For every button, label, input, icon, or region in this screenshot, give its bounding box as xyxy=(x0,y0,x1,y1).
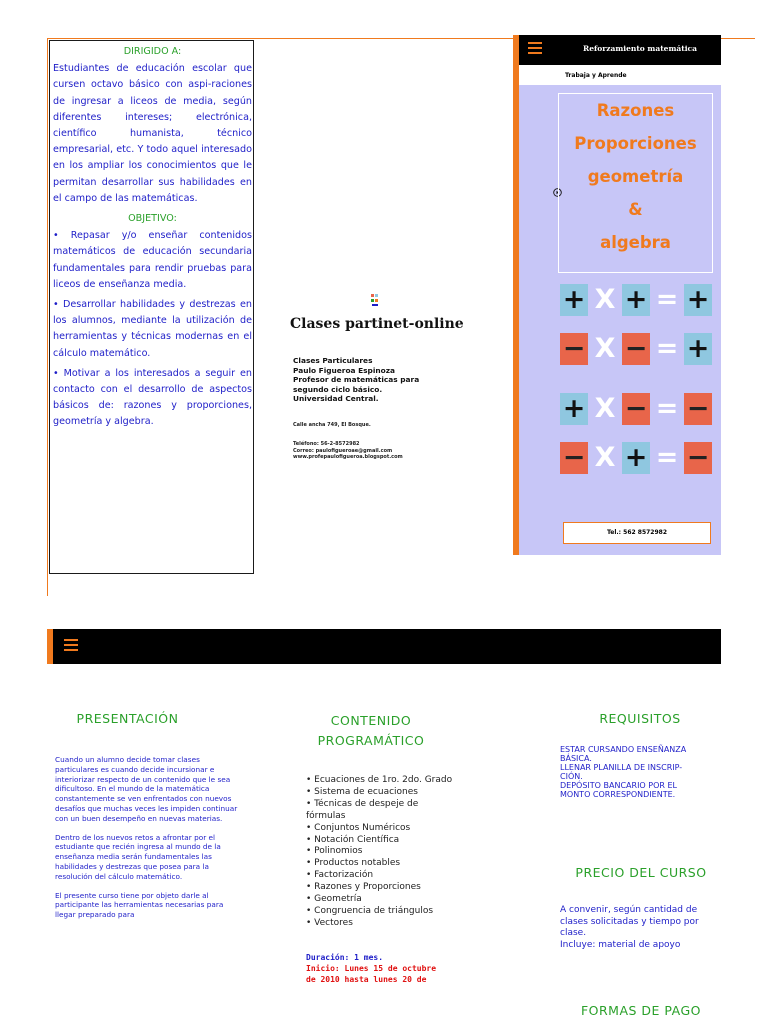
plus-tile: + xyxy=(560,393,588,425)
inicio-line-1: Inicio: Lunes 15 de octubre xyxy=(306,964,437,973)
presentacion-paragraph: Dentro de los nuevos retos a afrontar por el estudiante que recién ingresa al mundo de la enseñanza media serán fundamentales las habilidades y destrezas que posea para la resolución del cálculo matemático. xyxy=(55,832,221,881)
frame-line-left xyxy=(47,38,48,596)
business-info xyxy=(293,356,419,461)
requisito-line: BÁSICA. xyxy=(560,754,592,763)
phone: Teléfono: 56-2-8572982 xyxy=(293,441,360,448)
sign-rule-row-1 xyxy=(560,284,715,320)
equals-sign: = xyxy=(655,393,679,424)
equals-sign: = xyxy=(655,442,679,473)
requisitos-heading: REQUISITOS xyxy=(599,711,681,726)
objetivo-bullet-3: • Motivar a los interesados a seguir en contacto con el desarrollo de aspectos básicos de: razones y proporciones, geometría y algebra. xyxy=(53,367,252,428)
requisito-line: DEPÓSITO BANCARIO POR EL xyxy=(560,781,677,790)
topic: Proporciones xyxy=(574,134,697,153)
minus-tile: − xyxy=(684,393,712,425)
minus-tile: − xyxy=(560,442,588,474)
dirigido-heading: DIRIGIDO A: xyxy=(123,46,182,57)
frame-line-top-left xyxy=(47,38,513,39)
logo-icon xyxy=(370,292,382,310)
business-title: Clases partinet-online xyxy=(290,316,464,332)
dirigido-paragraph: Estudiantes de educación escolar que cursen octavo básico con aspi-raciones de ingresar a liceos de media, según diferentes intereses; electrónica, científico humanista, técnico empresarial, etc. Y todo aquel interesado en los ampliar los conocimientos que le permitan desarrollar sus habilidades en el campo de las matemáticas. xyxy=(53,63,252,204)
equals-sign: = xyxy=(655,333,679,364)
address: Calle ancha 749, El Bosque. xyxy=(293,421,371,428)
contenido-item: • Polinomios xyxy=(306,846,363,857)
presentacion-paragraph: Cuando un alumno decide tomar clases particulares es cuando decide incursionar e interiorizar respecto de un contenido que le sea dificultoso. En el mundo de la matemática constantemente se ven enfrentados con nuevos desafíos que muchas veces les impiden continuar con un buen desempeño en nuevas materias. xyxy=(55,755,238,823)
precio-text xyxy=(560,905,722,951)
topics-box xyxy=(558,93,713,273)
contenido-item: • Congruencia de triángulos xyxy=(306,905,434,916)
topic: Razones xyxy=(596,101,675,120)
plus-tile: + xyxy=(622,442,650,474)
contenido-item: • Geometría xyxy=(306,894,362,905)
info-line: Profesor de matemáticas para xyxy=(293,375,420,385)
info-line: Universidad Central. xyxy=(293,394,379,404)
plus-tile: + xyxy=(560,284,588,316)
objetivo-bullet-2: • Desarrollar habilidades y destrezas en los alumnos, mediante la utilización de herramientas y técnicas modernas en el cálculo matemático. xyxy=(53,299,252,359)
frame-line-top-right xyxy=(721,38,755,39)
contenido-heading xyxy=(306,711,436,751)
plus-tile: + xyxy=(622,284,650,316)
contenido-item: • Ecuaciones de 1ro. 2do. Grado xyxy=(306,775,453,785)
contenido-item: • Razones y Proporciones xyxy=(306,882,421,893)
contenido-item: fórmulas xyxy=(306,810,346,821)
presentacion-paragraph: El presente curso tiene por objeto darle al participante las herramientas necesarias para llegar preparado para xyxy=(55,890,224,920)
presentacion-heading: PRESENTACIÓN xyxy=(76,711,179,726)
duracion-block xyxy=(306,952,496,985)
contenido-item: • Vectores xyxy=(306,917,353,928)
contenido-item: • Productos notables xyxy=(306,858,401,869)
topic: geometría xyxy=(587,167,684,186)
sign-rule-row-3 xyxy=(560,393,715,429)
minus-tile: − xyxy=(622,393,650,425)
topic: & xyxy=(628,200,643,219)
requisito-line: ESTAR CURSANDO ENSEÑANZA xyxy=(560,745,687,754)
menu-icon[interactable] xyxy=(528,42,542,57)
topic: algebra xyxy=(600,233,671,252)
cover-bar-title: Reforzamiento matemática xyxy=(583,44,697,53)
precio-line: A convenir, según cantidad de xyxy=(560,905,698,915)
minus-tile: − xyxy=(684,442,712,474)
contenido-heading-line-1: CONTENIDO xyxy=(330,713,412,728)
objetivo-bullet-1: • Repasar y/o enseñar contenidos matemáticos de educación secundaria fundamentales para rendir pruebas para liceos de enseñanza media. xyxy=(53,230,252,290)
sign-rule-row-4 xyxy=(560,442,715,478)
contenido-item: • Factorización xyxy=(306,870,374,881)
minus-tile: − xyxy=(560,333,588,365)
phone-box: Tel.: 562 8572982 xyxy=(563,522,711,544)
contenido-item: • Técnicas de despeje de xyxy=(306,798,419,809)
dirigido-objetivo-panel xyxy=(49,40,254,574)
precio-line: Incluye: material de apoyo xyxy=(560,939,681,950)
contenido-item: • Notación Científica xyxy=(306,834,400,845)
requisito-line: CIÓN. xyxy=(560,772,583,781)
info-line: Paulo Figueroa Espinoza xyxy=(293,365,395,375)
requisito-line: MONTO CORRESPONDIENTE. xyxy=(560,790,676,799)
minus-tile: − xyxy=(622,333,650,365)
info-line: Clases Particulares xyxy=(293,356,373,365)
contenido-heading-line-2: PROGRAMÁTICO xyxy=(317,733,425,748)
sign-rule-row-2 xyxy=(560,333,715,369)
contenido-item: • Conjuntos Numéricos xyxy=(306,822,411,833)
website: www.profepaulofigueroa.blogspot.com xyxy=(293,454,403,461)
precio-line: clase. xyxy=(560,928,587,938)
info-line: segundo ciclo básico. xyxy=(293,384,383,394)
times-sign: X xyxy=(594,284,616,315)
precio-line: clases solicitadas y tiempo por xyxy=(560,916,699,927)
duracion: Duración: 1 mes. xyxy=(306,953,384,962)
formas-pago-heading: FORMAS DE PAGO xyxy=(580,1003,702,1018)
times-sign: X xyxy=(594,442,616,473)
precio-heading: PRECIO DEL CURSO xyxy=(575,865,707,880)
lower-header-bar xyxy=(47,629,721,664)
presentacion-body xyxy=(55,755,243,920)
contenido-list xyxy=(306,775,486,930)
email: Correo: paulofigueroae@gmail.com xyxy=(293,447,393,454)
equals-sign: = xyxy=(655,284,679,315)
menu-icon[interactable] xyxy=(64,639,78,654)
times-sign: X xyxy=(594,393,616,424)
requisito-line: LLENAR PLANILLA DE INSCRIP- xyxy=(560,763,683,772)
requisitos-list xyxy=(560,745,722,799)
inicio-line-2: de 2010 hasta lunes 20 de xyxy=(306,975,427,984)
times-sign: X xyxy=(594,333,616,364)
lower-bar-stripe xyxy=(47,629,53,664)
contenido-item: • Sistema de ecuaciones xyxy=(306,786,418,797)
plus-tile: + xyxy=(684,284,712,316)
plus-tile: + xyxy=(684,333,712,365)
cover-subtitle: Trabaja y Aprende xyxy=(565,72,627,79)
objetivo-heading: OBJETIVO: xyxy=(128,213,177,225)
